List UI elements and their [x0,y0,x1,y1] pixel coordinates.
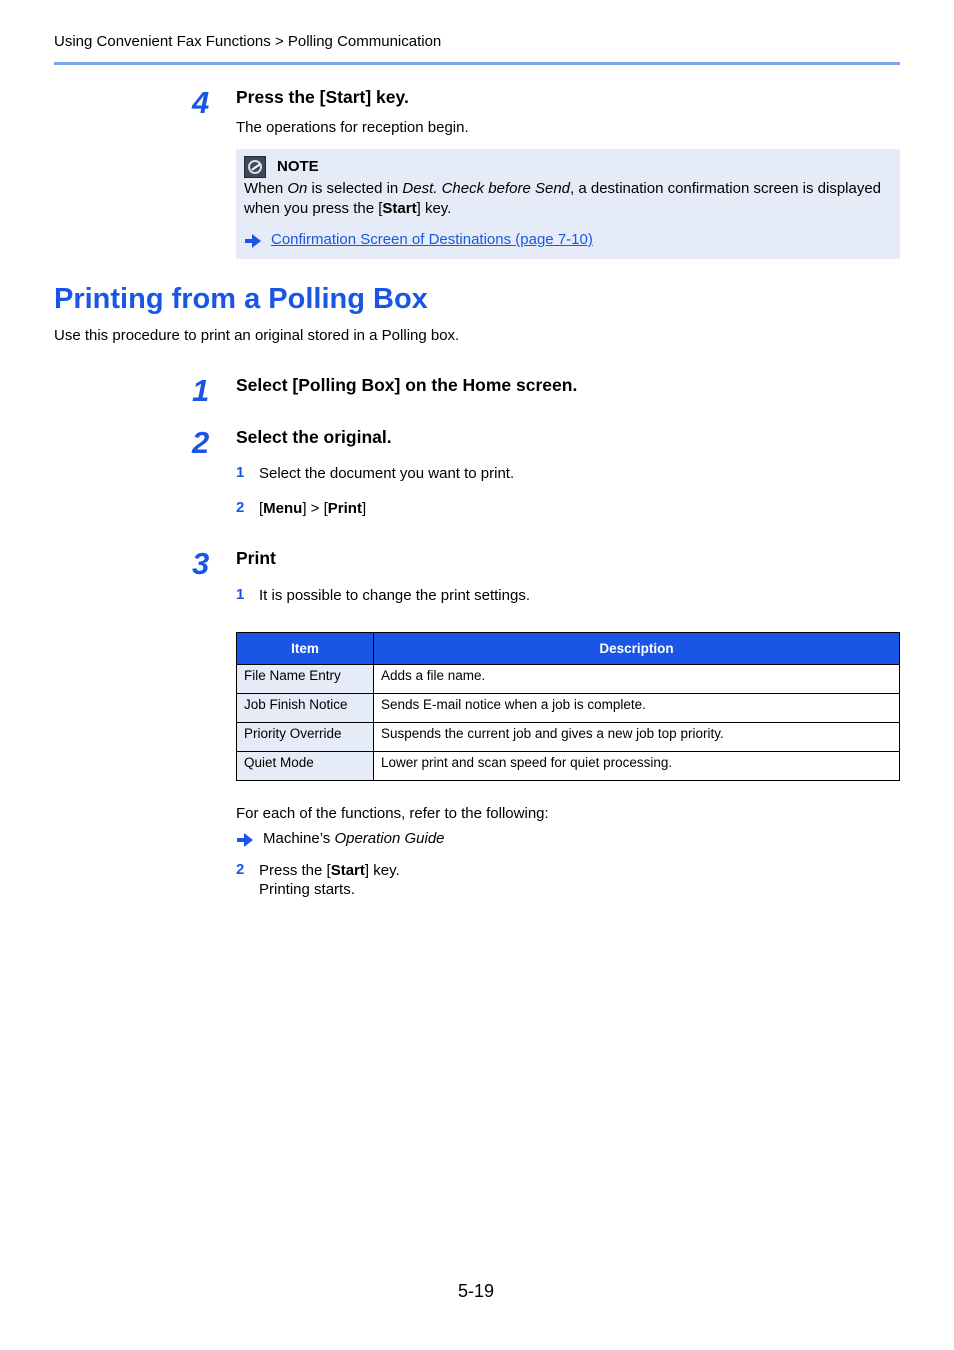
table-row [237,723,900,752]
item-cell: Priority Override [237,723,374,752]
item-cell: Job Finish Notice [237,694,374,723]
print-settings-table [236,632,900,781]
step-text: The operations for reception begin. [236,119,469,136]
substep-number: 2 [236,499,245,516]
table-row [237,752,900,781]
item-cell: File Name Entry [237,665,374,694]
column-header: Item [237,633,374,665]
step-number: 3 [192,546,209,581]
substep-text: Select the document you want to print. [259,465,515,482]
note-icon [244,156,266,178]
start-key: Start [330,862,365,879]
substep-result: Printing starts. [259,881,355,898]
arrow-right-icon [237,835,253,845]
arrow-right-icon [245,236,261,246]
description-cell: Suspends the current job and gives a new job top priority. [374,723,900,752]
setting-value: On [287,180,308,197]
item-cell: Quiet Mode [237,752,374,781]
page-number: 5-19 [458,1281,495,1301]
refer-text: For each of the functions, refer to the following: [236,805,549,822]
step-number: 4 [192,85,209,120]
step-title: Select the original. [236,427,392,447]
step-title: Print [236,548,276,568]
breadcrumb: Using Convenient Fax Functions > Polling Communication [54,33,442,50]
substep-number: 1 [236,586,245,603]
guide-title: Operation Guide [334,830,445,847]
header-divider [54,62,900,65]
table-row [237,665,900,694]
note-text: When On is selected in Dest. Check before Send, a destination confirmation screen is displayed when you press the [Start] key. [244,180,882,217]
print-key: Print [327,500,362,517]
reference-guide: Machine’s Operation Guide [263,830,445,847]
step-title: Select [Polling Box] on the Home screen. [236,375,578,395]
column-header: Description [374,633,900,665]
table-header-row [237,633,900,665]
menu-key: Menu [263,500,303,517]
description-cell: Sends E-mail notice when a job is complete. [374,694,900,723]
key-name: Start [382,199,417,217]
section-intro: Use this procedure to print an original stored in a Polling box. [54,327,460,344]
step-title: Press the [Start] key. [236,87,409,107]
substep-text: [Menu] > [Print] [259,500,367,517]
substep-number: 1 [236,464,245,481]
substep-text: It is possible to change the print settings. [259,587,530,604]
substep-number: 2 [236,861,245,878]
description-cell: Adds a file name. [374,665,900,694]
section-title: Printing from a Polling Box [54,283,428,315]
setting-name: Dest. Check before Send [402,180,571,197]
link-confirmation-screen[interactable]: Confirmation Screen of Destinations (page 7-10) [271,231,593,248]
step-number: 2 [192,425,209,460]
note-box [236,149,900,259]
description-cell: Lower print and scan speed for quiet processing. [374,752,900,781]
table-row [237,694,900,723]
substep-text: Press the [Start] key. [259,862,400,879]
step-number: 1 [192,373,209,408]
note-label: NOTE [277,158,319,175]
